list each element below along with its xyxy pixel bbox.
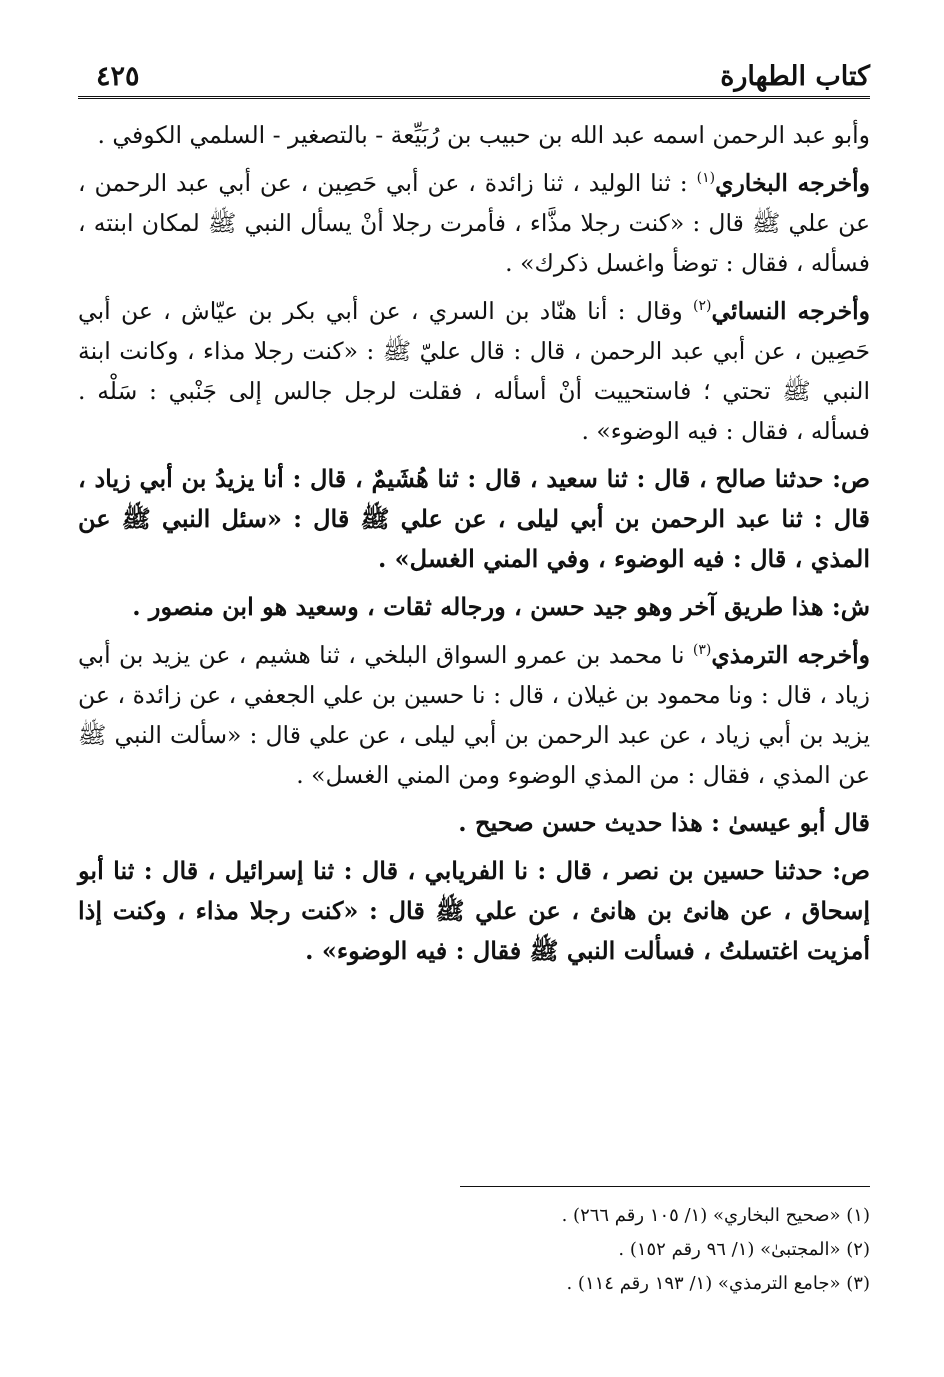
footnote: (٢) «المجتبىٰ» (١/ ٩٦ رقم ١٥٢) . <box>618 1239 870 1260</box>
paragraph-text: ص: حدثنا صالح ، قال : ثنا سعيد ، قال : ثنا هُشَيمٌ ، قال : أنا يزيدُ بن أبي زياد ، قال : ثنا عبد الرحمن بن أبي ليلى ، عن علي ﷺ قال : «سئل النبي ﷺ عن المذي ، قال : فيه الوضوء ، وفي المني الغسل» . <box>78 464 870 573</box>
paragraph <box>78 163 870 283</box>
page-header <box>78 48 870 99</box>
paragraph <box>78 851 870 971</box>
paragraph-text: وقال : أنا هنّاد بن السري ، عن أبي بكر بن عيّاش ، عن أبي حَصِين ، عن أبي عبد الرحمن ، قال : قال عليّ ﷺ : «كنت رجلا مذاء ، وكانت ابنة النبي ﷺ تحتي ؛ فاستحييت أنْ أسأله ، فقلت لرجل جالس إلى جَنْبي : سَلْه . فسأله ، فقال : فيه الوضوء» . <box>78 297 870 445</box>
footnote-divider <box>460 1186 870 1187</box>
book-page <box>78 48 870 1348</box>
paragraph <box>78 635 870 795</box>
footnote-ref: (١) <box>696 170 716 187</box>
paragraph <box>78 803 870 843</box>
page-number: ٤٢٥ <box>96 61 140 92</box>
footnotes <box>78 1186 870 1301</box>
footnote: (١) «صحيح البخاري» (١/ ١٠٥ رقم ٢٦٦) . <box>561 1205 870 1226</box>
paragraph <box>78 291 870 451</box>
paragraph <box>78 459 870 579</box>
paragraph-text: نا محمد بن عمرو السواق البلخي ، ثنا هشيم ، عن يزيد بن أبي زياد ، قال : ونا محمود بن غيلان ، قال : نا حسين بن علي الجعفي ، عن زائدة ، عن يزيد بن أبي زياد ، عن عبد الرحمن بن أبي ليلى ، عن علي قال : «سألت النبي ﷺ عن المذي ، فقال : من المذي الوضوء ومن المني الغسل» . <box>78 641 870 789</box>
paragraph-text: : ثنا الوليد ، ثنا زائدة ، عن أبي حَصِين ، عن أبي عبد الرحمن ، عن علي ﷺ قال : «كنت رجلا مذَّاء ، فأمرت رجلا أنْ يسأل النبي ﷺ لمكان ابنته ، فسأله ، فقال : توضأ واغسل ذكرك» . <box>78 169 870 277</box>
paragraph <box>78 587 870 627</box>
footnote-ref: (٣) <box>692 642 712 659</box>
footnote-ref: (٢) <box>693 298 712 315</box>
page-body <box>78 115 870 971</box>
source-label: وأخرجه الترمذي <box>711 641 870 669</box>
paragraph-text: قال أبو عيسىٰ : هذا حديث حسن صحيح . <box>458 808 870 837</box>
footnote: (٣) «جامع الترمذي» (١/ ١٩٣ رقم ١١٤) . <box>566 1273 870 1294</box>
paragraph-text: ش: هذا طريق آخر وهو جيد حسن ، ورجاله ثقات ، وسعيد هو ابن منصور . <box>132 592 870 621</box>
book-title: كتاب الطهارة <box>720 61 870 92</box>
paragraph-text: وأبو عبد الرحمن اسمه عبد الله بن حبيب بن رُبَيِّعة - بالتصغير - السلمي الكوفي . <box>97 121 870 149</box>
paragraph <box>78 115 870 155</box>
source-label: وأخرجه البخاري <box>715 169 871 197</box>
paragraph-text: ص: حدثنا حسين بن نصر ، قال : نا الفريابي ، قال : ثنا إسرائيل ، قال : ثنا أبو إسحاق ، عن هانئ بن هانئ ، عن علي ﷺ قال : «كنت رجلا مذاء ، وكنت إذا أمزيت اغتسلتُ ، فسألت النبي ﷺ فقال : فيه الوضوء» . <box>78 856 870 965</box>
source-label: وأخرجه النسائي <box>711 297 870 325</box>
